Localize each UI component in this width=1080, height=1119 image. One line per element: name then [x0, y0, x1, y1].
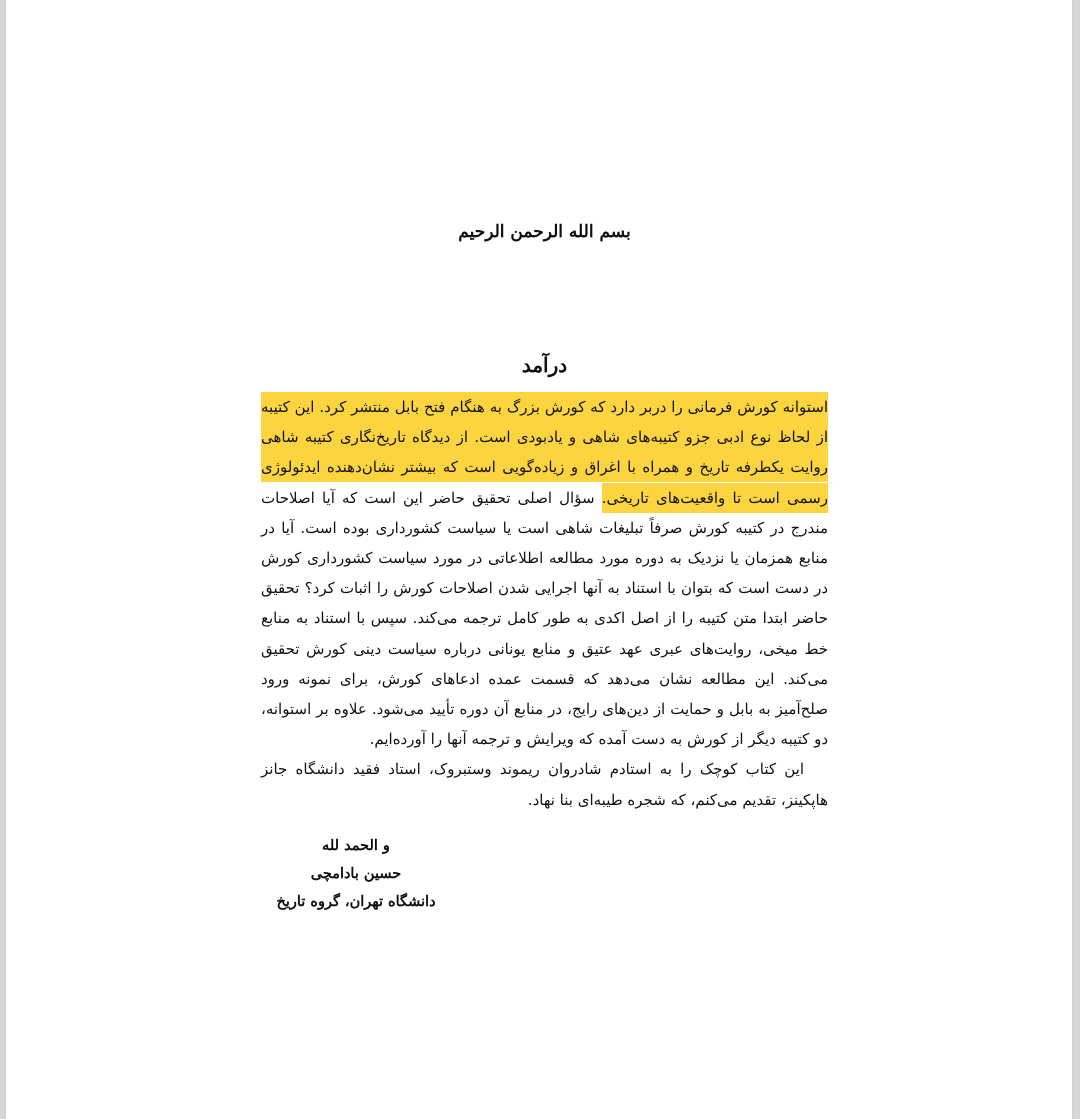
document-page [6, 0, 1072, 1119]
document-body [261, 392, 828, 815]
paragraph-intro-rest: سؤال اصلی تحقیق حاضر این است که آیا اصلاحات مندرج در کتیبه کورش صرفاً تبلیغات شاهی است یا سیاست کشورداری بوده است. آیا در منابع همزمان یا نزدیک به دوره مورد مطالعه اطلاعاتی در مورد سیاست کشورداری کورش در دست است که بتوان با استناد به آنها اجرایی شدن اصلاحات کورش را اثبات کرد؟ تحقیق حاضر ابتدا متن کتیبه را از اصل اکدی به طور کامل ترجمه می‌کند. سپس با استناد به منابع خط میخی، روایت‌های عبری عهد عتیق و منابع یونانی درباره سیاست دینی کورش تحقیق می‌کند. این مطالعه نشان می‌دهد که قسمت عمده ادعاهای کورش، برای نمونه ورود صلح‌آمیز به بابل و حمایت از دین‌های رایج، در منابع آن دوره تأیید می‌شود. علاوه بر استوانه، دو کتیبه دیگر از کورش به دست آمده که ویرایش و ترجمه آنها را آورده‌ایم. [261, 488, 828, 749]
section-heading: درآمد [521, 353, 568, 377]
signature-author: حسین بادامچی [310, 865, 402, 882]
signature-affiliation: دانشگاه تهران، گروه تاریخ [276, 893, 436, 910]
signature-block [261, 832, 451, 916]
highlighted-text[interactable]: استوانه کورش فرمانی را دربر دارد که کورش بزرگ به هنگام فتح بابل منتشر کرد. این کتیبه از لحاظ نوع ادبی جزو کتیبه‌های شاهی و یادبودی است. از دیدگاه تاریخ‌نگاری کتیبه شاهی روایت یکطرفه تاریخ و همراه با اغراق و زیاده‌گویی است که بیشتر نشان‌دهنده ایدئولوژی رسمی است تا واقعیت‌های تاریخی. [261, 392, 828, 513]
signature-closing: و الحمد لله [322, 837, 390, 854]
paragraph-dedication: این کتاب کوچک را به استادم شادروان ریموند وستبروک، استاد فقید دانشگاه جانز هاپکینز، تقدیم می‌کنم، که شجره طیبه‌ای بنا نهاد. [261, 760, 828, 809]
bismillah-line: بسم الله الرحمن الرحیم [458, 222, 631, 242]
paragraph-intro [261, 392, 828, 754]
